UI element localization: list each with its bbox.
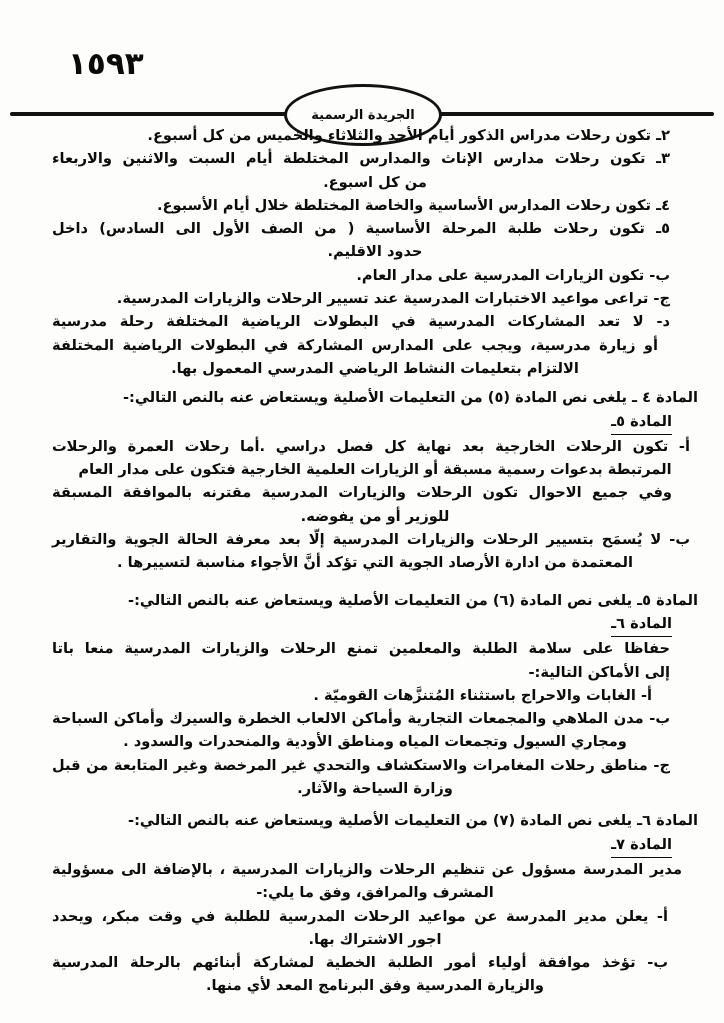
doc-line: أ- تكون الرحلات الخارجية بعد نهاية كل فصل دراسي .أما رحلات العمرة والرحلات [52,437,690,455]
section-gap [52,575,698,589]
doc-line: أ- الغابات والاحراج باستثناء المُتنزَّهات القوميّة . [313,686,652,704]
doc-line: ب- لا يُسمَح بتسيير الرحلات والزيارات المدرسية إلّا بعد معرفة الحالة الجوية والتقارير [52,531,690,549]
section-gap [52,800,698,809]
doc-line: أو زيارة مدرسية، ويجب على المدارس المشاركة في البطولات الرياضية المختلفة [52,336,658,354]
doc-line: حفاظا على سلامة الطلبة والمعلمين تمنع الرحلات والزيارات المدرسية منعا باتا [52,640,670,658]
doc-line: ب- تكون الزيارات المدرسية على مدار العام. [356,266,670,284]
article-subheading: المادة ٥ـ [52,410,698,435]
doc-line: وزارة السياحة والآثار. [297,780,453,798]
doc-line: ٢ـ تكون رحلات مدراس الذكور أيام الأحد والثلاثاء والخميس من كل أسبوع. [147,127,670,144]
doc-line: ٣ـ تكون رحلات مدارس الإناث والمدارس المختلطة أيام السبت والاثنين والاربعاء [52,150,670,168]
doc-line: د- لا تعد المشاركات المدرسية في البطولات الرياضية المختلفة رحلة مدرسية [52,313,670,331]
doc-line: الالتزام بتعليمات النشاط الرياضي المدرسي المعمول بها. [171,359,579,377]
article-heading: المادة ٥ـ يلغى نص المادة (٦) من التعليمات الأصلية ويستعاض عنه بالنص التالي:- [128,591,698,609]
doc-line: ومجاري السيول وتجمعات المياه ومناطق الأودية والمنحدرات والسدود . [123,733,627,751]
doc-line: وفي جميع الاحوال تكون الرحلات والزيارات المدرسية مقترنه بالموافقة المسبقة [52,484,672,502]
doc-line: من كل اسبوع. [323,173,427,191]
doc-line: ج- تراعى مواعيد الاختبارات المدرسية عند تسيير الرحلات والزيارات المدرسية. [116,290,670,308]
doc-line: والزيارة المدرسية وفق البرنامج المعد لأي منها. [206,977,544,995]
doc-line: ج- مناطق رحلات المغامرات والاستكشاف والتحدي غير المرخصة وغير المتابعة من قبل [52,756,670,774]
gazette-title: الجريدة الرسمية [311,107,415,123]
doc-line: ٤ـ تكون رحلات المدارس الأساسية والخاصة المختلطة خلال أيام الأسبوع. [157,196,670,214]
doc-line: ب- مدن الملاهي والمجمعات التجارية وأماكن الالعاب الخطرة والسيرك وأماكن السباحة [52,710,670,728]
article-subheading: المادة ٦ـ [52,612,698,637]
doc-line: المرتبطة بدعوات رسمية مسبقة أو الزيارات العلمية الخارجية فتكون على مدار العام [78,461,672,479]
doc-line: ب- تؤخذ موافقة أولياء أمور الطلبة الخطية لمشاركة أبنائهم بالرحلة المدرسية [52,954,668,972]
doc-line: ٥ـ تكون رحلات طلبة المرحلة الأساسية ( من الصف الأول الى السادس) داخل [52,220,670,238]
doc-line: المشرف والمرافق، وفق ما يلي:- [256,884,494,902]
doc-line: اجور الاشتراك بها. [308,930,442,948]
doc-line: المعتمدة من ادارة الأرصاد الجوية التي تؤكد أنَّ الأجواء مناسبة لتسييرها . [117,554,633,572]
doc-line: إلى الأماكن التالية:- [528,663,670,681]
page-number: ١٥٩٣ [68,46,144,82]
document-body [52,124,698,998]
doc-line: أ- يعلن مدير المدرسة عن مواعيد الرحلات المدرسية للطلبة في وقت مبكر، ويحدد [52,907,668,925]
article-subheading: المادة ٧ـ [52,833,698,858]
article-heading: المادة ٦ـ يلغى نص المادة (٧) من التعليمات الأصلية ويستعاض عنه بالنص التالي:- [128,812,698,830]
article-heading: المادة ٤ ـ يلغى نص المادة (٥) من التعليمات الأصلية ويستعاض عنه بالنص التالي:- [122,389,698,407]
doc-line: حدود الاقليم. [327,243,423,261]
doc-line: للوزير أو من يفوضه. [300,507,450,525]
doc-line: مدير المدرسة مسؤول عن تنظيم الرحلات والزيارات المدرسية ، بالإضافة الى مسؤولية [52,860,682,878]
